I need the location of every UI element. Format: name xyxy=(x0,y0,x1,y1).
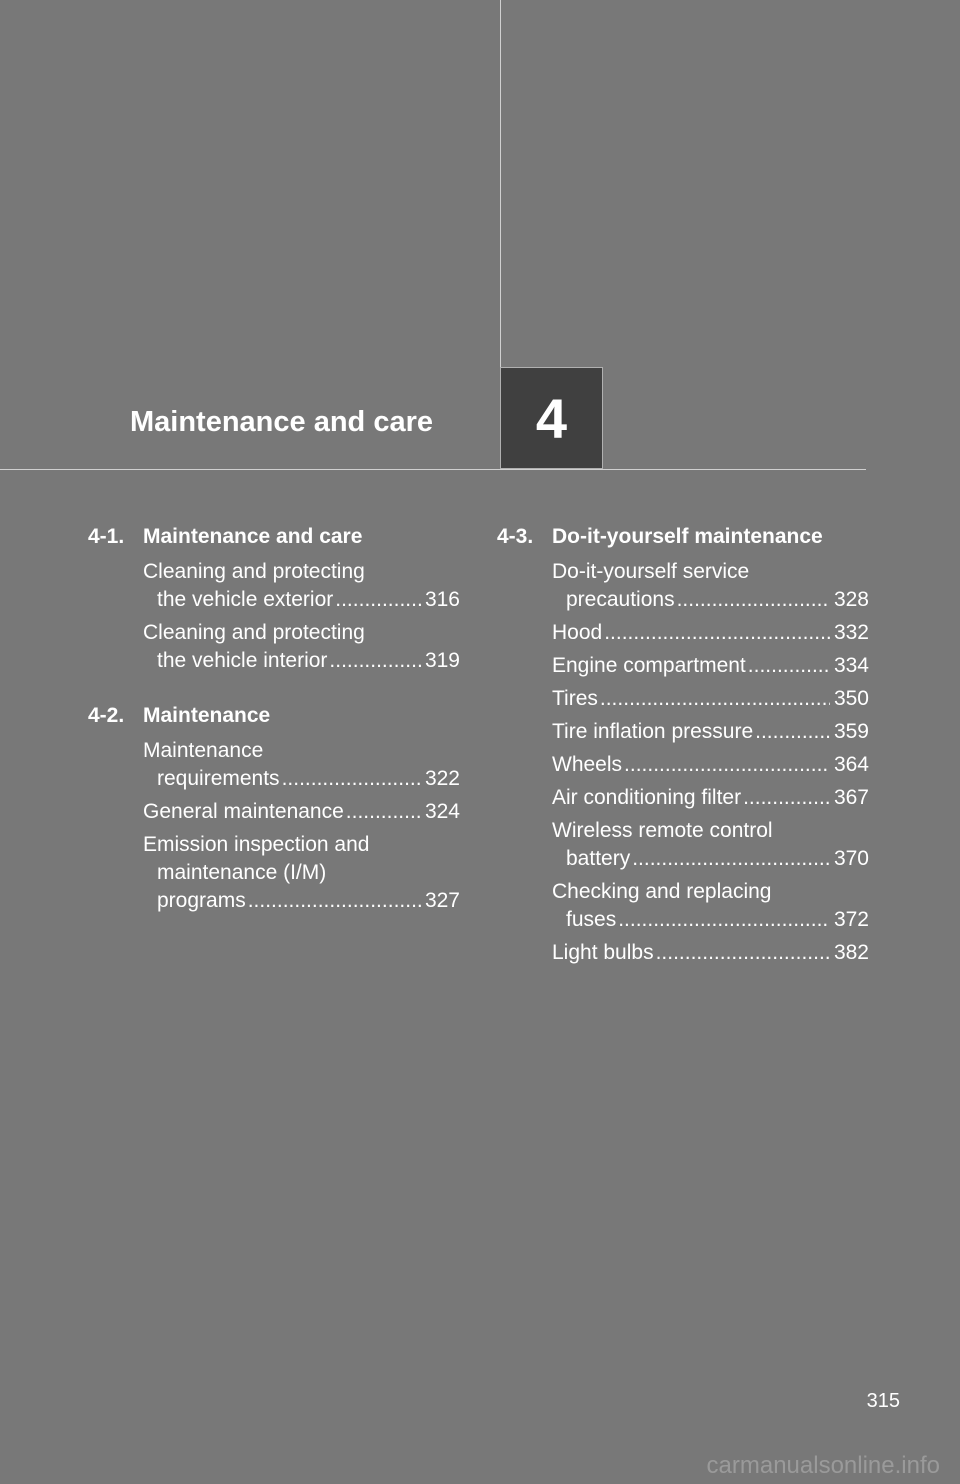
toc-entry[interactable] xyxy=(552,619,869,647)
toc-entry-line xyxy=(552,939,869,967)
toc-entry[interactable] xyxy=(143,831,460,915)
leader-dots xyxy=(656,939,830,967)
toc-entry-line xyxy=(552,784,869,812)
entry-text: Air conditioning filter xyxy=(552,786,742,809)
toc-entry-line xyxy=(552,619,869,647)
leader-dots xyxy=(624,751,830,779)
toc-entry-line xyxy=(552,817,869,845)
leader-dots xyxy=(282,765,421,793)
entry-page-number: 332 xyxy=(833,621,869,644)
toc-entry[interactable] xyxy=(552,878,869,934)
toc-entry-line xyxy=(143,619,460,647)
section-heading xyxy=(497,522,869,552)
entry-text: General maintenance xyxy=(143,800,344,823)
entry-page-number: 372 xyxy=(833,908,869,931)
entry-text: Cleaning and protecting xyxy=(143,621,365,644)
entry-text: Do-it-yourself service xyxy=(552,560,750,583)
entry-text: precautions xyxy=(566,588,675,611)
toc-entry[interactable] xyxy=(143,798,460,826)
entry-text: Cleaning and protecting xyxy=(143,560,365,583)
entry-text: Tire inflation pressure xyxy=(552,720,754,743)
leader-dots xyxy=(346,798,421,826)
section-number: 4-1. xyxy=(88,525,125,548)
section-heading xyxy=(88,701,460,731)
leader-dots xyxy=(604,619,830,647)
entry-text: the vehicle interior xyxy=(157,649,328,672)
page-number: 315 xyxy=(866,1390,900,1412)
toc-entry-line xyxy=(552,751,869,779)
toc-entry[interactable] xyxy=(552,784,869,812)
toc-entry-line xyxy=(143,737,460,765)
toc-entry-line xyxy=(143,647,460,675)
toc-entry-line xyxy=(552,878,869,906)
entry-text: Hood xyxy=(552,621,603,644)
section-title: Maintenance and care xyxy=(143,525,363,548)
entry-page-number: 367 xyxy=(833,786,869,809)
chapter-number: 4 xyxy=(535,386,568,450)
leader-dots xyxy=(743,784,830,812)
leader-dots xyxy=(600,685,830,713)
entry-page-number: 327 xyxy=(424,889,460,912)
leader-dots xyxy=(677,586,830,614)
entry-text: programs xyxy=(157,889,246,912)
entry-text: Tires xyxy=(552,687,598,710)
leader-dots xyxy=(335,586,421,614)
toc-column-left xyxy=(88,522,460,941)
entry-page-number: 364 xyxy=(833,753,869,776)
toc-entry[interactable] xyxy=(552,558,869,614)
entry-page-number: 350 xyxy=(833,687,869,710)
chapter-number-tab xyxy=(500,367,603,469)
entry-page-number: 382 xyxy=(833,941,869,964)
entry-text: Emission inspection and xyxy=(143,833,370,856)
leader-dots xyxy=(632,845,830,873)
entry-page-number: 370 xyxy=(833,847,869,870)
toc-entry[interactable] xyxy=(552,718,869,746)
toc-entry[interactable] xyxy=(552,652,869,680)
entry-text: Wireless remote control xyxy=(552,819,773,842)
toc-entry[interactable] xyxy=(143,737,460,793)
leader-dots xyxy=(248,887,421,915)
entry-text: Checking and replacing xyxy=(552,880,772,903)
toc-entry-line xyxy=(143,887,460,915)
entry-text: Engine compartment xyxy=(552,654,746,677)
toc-section xyxy=(497,522,869,967)
section-number: 4-3. xyxy=(497,525,534,548)
entry-text: fuses xyxy=(566,908,617,931)
toc-section xyxy=(88,701,460,915)
leader-dots xyxy=(755,718,830,746)
section-number: 4-2. xyxy=(88,704,125,727)
entry-page-number: 324 xyxy=(424,800,460,823)
toc-entry[interactable] xyxy=(552,751,869,779)
toc-entry[interactable] xyxy=(552,817,869,873)
horizontal-divider xyxy=(0,469,866,470)
toc-entry-line xyxy=(552,652,869,680)
toc-entry-line xyxy=(143,831,460,859)
entry-text: Maintenance xyxy=(143,739,264,762)
entry-text: battery xyxy=(566,847,631,870)
entry-text: the vehicle exterior xyxy=(157,588,334,611)
leader-dots xyxy=(329,647,421,675)
toc-entry-line xyxy=(143,586,460,614)
toc-entry-line xyxy=(552,586,869,614)
section-heading xyxy=(88,522,460,552)
entry-text: requirements xyxy=(157,767,280,790)
leader-dots xyxy=(618,906,830,934)
entry-page-number: 334 xyxy=(833,654,869,677)
chapter-title: Maintenance and care xyxy=(130,406,433,438)
watermark: carmanualsonline.info xyxy=(706,1452,940,1479)
toc-entry[interactable] xyxy=(552,685,869,713)
toc-entry-line xyxy=(143,765,460,793)
entry-page-number: 316 xyxy=(424,588,460,611)
entry-page-number: 322 xyxy=(424,767,460,790)
toc-entry-line xyxy=(143,558,460,586)
toc-entry[interactable] xyxy=(143,619,460,675)
toc-entry-line xyxy=(552,845,869,873)
toc-entry[interactable] xyxy=(143,558,460,614)
toc-column-right xyxy=(497,522,869,993)
toc-entry-line xyxy=(552,558,869,586)
entry-text: Wheels xyxy=(552,753,623,776)
entry-text: maintenance (I/M) xyxy=(157,861,327,884)
entry-page-number: 319 xyxy=(424,649,460,672)
entry-page-number: 328 xyxy=(833,588,869,611)
section-title: Maintenance xyxy=(143,704,271,727)
toc-entry-line xyxy=(143,798,460,826)
toc-entry-line xyxy=(552,718,869,746)
section-title: Do-it-yourself maintenance xyxy=(552,525,823,548)
toc-section xyxy=(88,522,460,675)
entry-text: Light bulbs xyxy=(552,941,654,964)
toc-entry-line xyxy=(143,859,460,887)
leader-dots xyxy=(748,652,830,680)
vertical-divider xyxy=(500,0,501,368)
entry-page-number: 359 xyxy=(833,720,869,743)
toc-entry-line xyxy=(552,685,869,713)
toc-entry[interactable] xyxy=(552,939,869,967)
toc-entry-line xyxy=(552,906,869,934)
